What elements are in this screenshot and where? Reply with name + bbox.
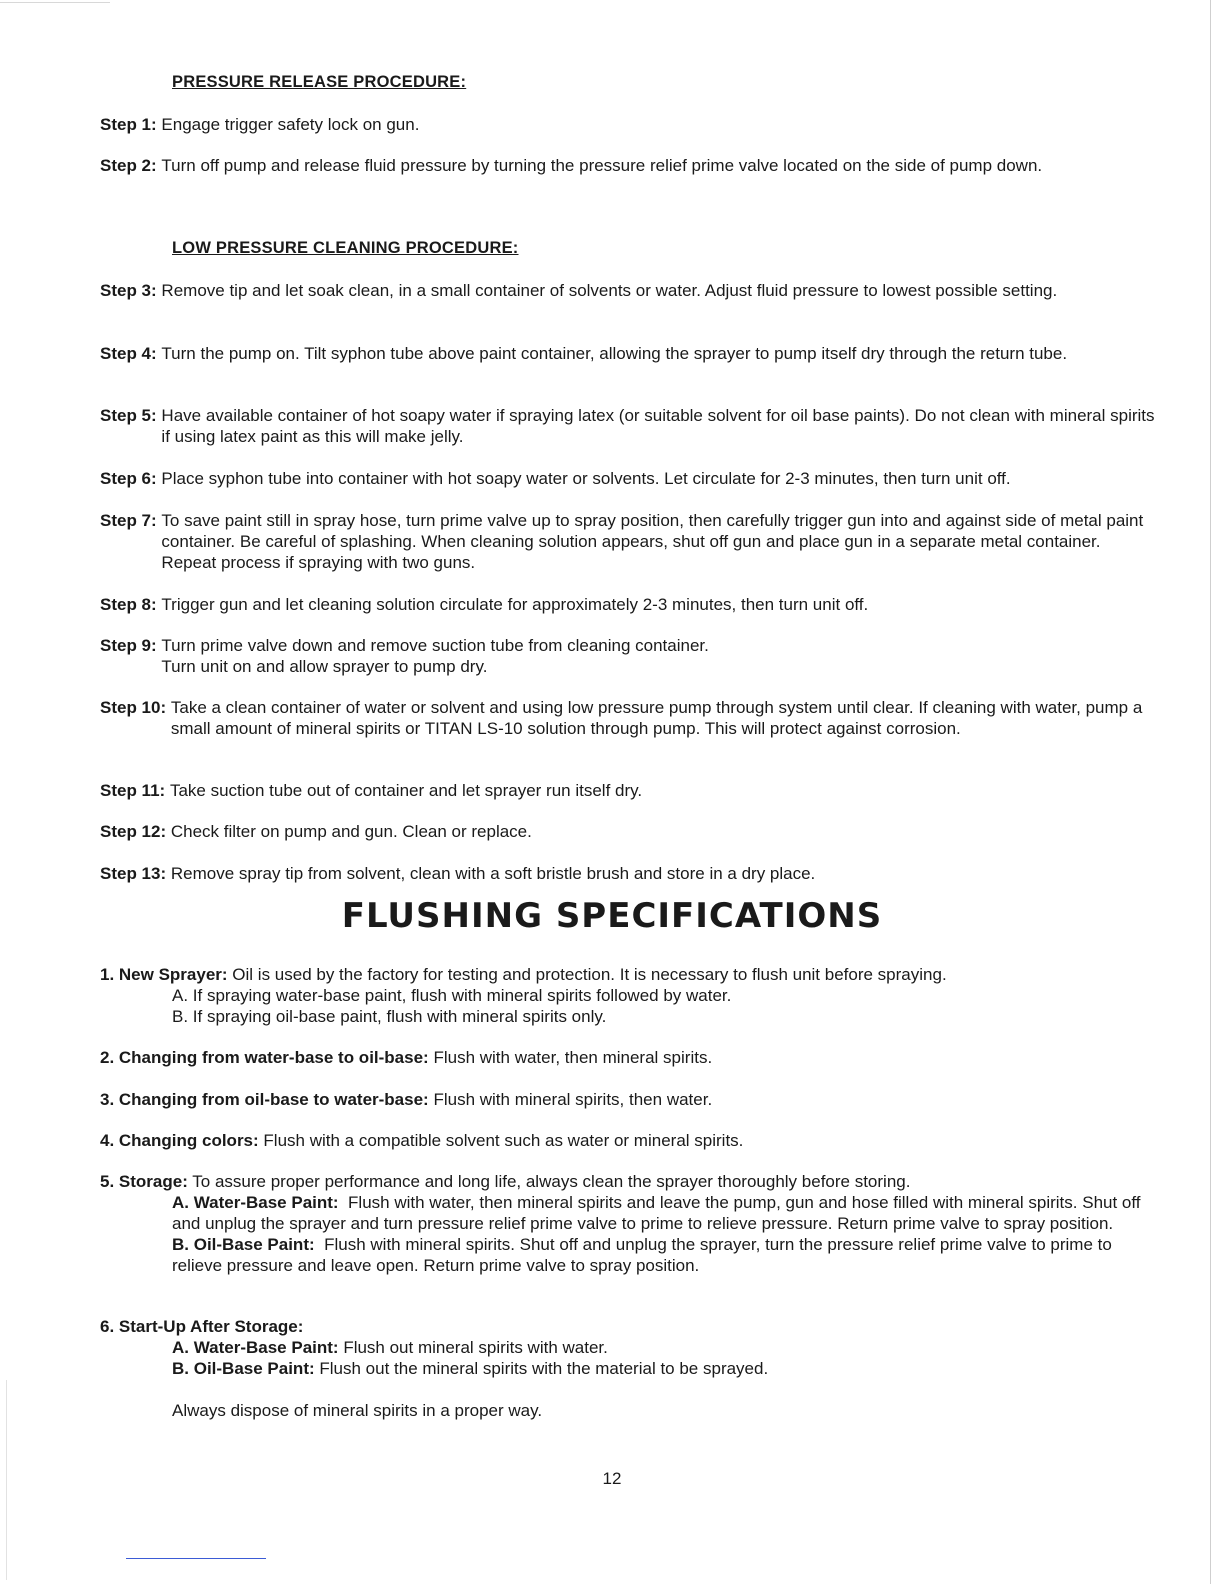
step-label: Step 11:: [100, 781, 166, 800]
item-text: Flush with a compatible solvent such as water or mineral spirits.: [263, 1131, 744, 1150]
step-6: [100, 468, 1160, 489]
item-text: To assure proper performance and long life, always clean the sprayer thoroughly before storing.: [192, 1172, 911, 1191]
step-13: [100, 863, 1160, 884]
flush-item-oil-to-water: [100, 1089, 1160, 1110]
item-label: 1. New Sprayer:: [100, 965, 228, 984]
sub-text: Flush with mineral spirits. Shut off and unplug the sprayer, turn the pressure relief prime valve to prime to relieve pressure and leave open. Return prime valve to spray position.: [172, 1235, 1112, 1275]
step-label: Step 10:: [100, 698, 167, 717]
scan-artifact-line: [0, 2, 110, 3]
step-text: Have available container of hot soapy water if spraying latex (or suitable solvent for oil base paints). Do not clean with mineral spirits if using latex paint as this will make jelly.: [161, 406, 1155, 446]
step-text: Engage trigger safety lock on gun.: [161, 115, 420, 134]
step-label: Step 13:: [100, 864, 167, 883]
sub-label: A. Water-Base Paint:: [172, 1193, 339, 1212]
step-text: Take suction tube out of container and let sprayer run itself dry.: [169, 781, 643, 800]
sub-label: B. Oil-Base Paint:: [172, 1359, 315, 1378]
step-2: [100, 155, 1160, 176]
dispose-note: Always dispose of mineral spirits in a proper way.: [172, 1401, 543, 1420]
step-label: Step 9:: [100, 636, 157, 655]
sub-item: A. If spraying water-base paint, flush with mineral spirits followed by water.: [172, 986, 732, 1005]
step-text: Check filter on pump and gun. Clean or replace.: [170, 822, 532, 841]
flush-item-changing-colors: [100, 1130, 1160, 1151]
step-label: Step 7:: [100, 511, 157, 530]
sub-text: Flush with water, then mineral spirits and leave the pump, gun and hose filled with mineral spirits. Shut off and unplug the sprayer and turn pressure relief prime valve to prime to relieve pressure. Return prime valve to spray position.: [172, 1193, 1141, 1233]
step-text: To save paint still in spray hose, turn prime valve up to spray position, then carefully trigger gun into and against side of metal paint container. Be careful of splashing. When cleaning solution appears, shut off gun and place gun in a separate metal container. Repeat process if spraying with two guns.: [161, 511, 1144, 572]
step-3: [100, 280, 1160, 301]
item-text: Flush with water, then mineral spirits.: [433, 1048, 713, 1067]
step-8: [100, 594, 1160, 615]
step-text: Take a clean container of water or solvent and using low pressure pump through system until clear. If cleaning with water, pump a small amount of mineral spirits or TITAN LS-10 solution through pump. This will protect against corrosion.: [170, 698, 1143, 738]
step-text-continued: Turn unit on and allow sprayer to pump dry.: [161, 657, 488, 676]
step-text: Turn prime valve down and remove suction tube from cleaning container.: [161, 636, 709, 655]
step-label: Step 1:: [100, 115, 157, 134]
flushing-specifications-title: FLUSHING SPECIFICATIONS: [341, 896, 883, 936]
scan-edge-right: [1210, 0, 1211, 1584]
flush-item-storage: [100, 1171, 1160, 1276]
step-label: Step 3:: [100, 281, 157, 300]
item-text: Oil is used by the factory for testing and protection. It is necessary to flush unit before spraying.: [232, 965, 947, 984]
step-12: [100, 821, 1160, 842]
sub-label: B. Oil-Base Paint:: [172, 1235, 315, 1254]
step-text: Remove tip and let soak clean, in a small container of solvents or water. Adjust fluid pressure to lowest possible setting.: [161, 281, 1058, 300]
step-1: [100, 114, 1160, 135]
step-10: [100, 697, 1160, 739]
item-label: 4. Changing colors:: [100, 1131, 259, 1150]
flush-item-startup: [100, 1316, 1160, 1421]
low-pressure-heading: LOW PRESSURE CLEANING PROCEDURE:: [172, 239, 519, 257]
step-text: Turn the pump on. Tilt syphon tube above paint container, allowing the sprayer to pump itself dry through the return tube.: [161, 344, 1068, 363]
step-5: [100, 405, 1160, 447]
step-label: Step 4:: [100, 344, 157, 363]
flush-item-new-sprayer: [100, 964, 1160, 1027]
scan-artifact-bottom-line: [126, 1558, 266, 1559]
step-label: Step 2:: [100, 156, 157, 175]
step-7: [100, 510, 1160, 573]
item-label: 6. Start-Up After Storage:: [100, 1317, 304, 1336]
step-label: Step 12:: [100, 822, 167, 841]
pressure-release-heading: PRESSURE RELEASE PROCEDURE:: [172, 73, 467, 91]
sub-label: A. Water-Base Paint:: [172, 1338, 339, 1357]
step-text: Place syphon tube into container with hot soapy water or solvents. Let circulate for 2-3 minutes, then turn unit off.: [161, 469, 1011, 488]
item-text: Flush with mineral spirits, then water.: [433, 1090, 713, 1109]
step-4: [100, 343, 1160, 364]
step-text: Turn off pump and release fluid pressure by turning the pressure relief prime valve located on the side of pump down.: [161, 156, 1043, 175]
step-11: [100, 780, 1160, 801]
sub-item: B. If spraying oil-base paint, flush with mineral spirits only.: [172, 1007, 607, 1026]
item-label: 5. Storage:: [100, 1172, 188, 1191]
step-text: Trigger gun and let cleaning solution circulate for approximately 2-3 minutes, then turn unit off.: [161, 595, 869, 614]
item-label: 3. Changing from oil-base to water-base:: [100, 1090, 429, 1109]
step-label: Step 6:: [100, 469, 157, 488]
page-number: 12: [602, 1469, 622, 1488]
step-9: [100, 635, 1160, 677]
step-label: Step 5:: [100, 406, 157, 425]
sub-text: Flush out mineral spirits with water.: [343, 1338, 608, 1357]
flush-item-water-to-oil: [100, 1047, 1160, 1068]
step-text: Remove spray tip from solvent, clean with a soft bristle brush and store in a dry place.: [170, 864, 816, 883]
step-label: Step 8:: [100, 595, 157, 614]
sub-text: Flush out the mineral spirits with the material to be sprayed.: [319, 1359, 769, 1378]
item-label: 2. Changing from water-base to oil-base:: [100, 1048, 429, 1067]
